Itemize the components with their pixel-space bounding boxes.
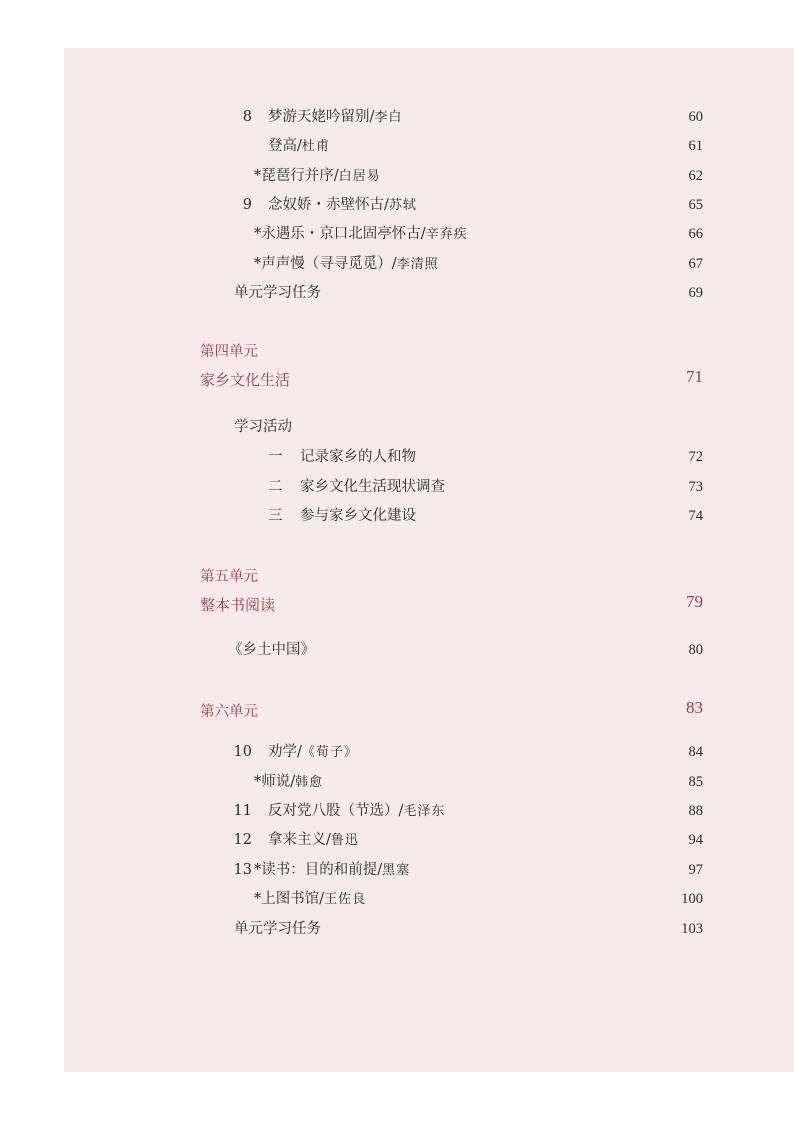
lesson-number: 10	[233, 744, 252, 760]
page-number: 94	[688, 832, 703, 848]
page-number: 85	[688, 774, 703, 790]
entry-title: 单元学习任务	[234, 285, 321, 301]
entry-title: 念奴娇・赤壁怀古/苏轼	[268, 197, 417, 213]
unit-page-number: 71	[686, 367, 703, 386]
book-title: 《乡土中国》	[228, 642, 315, 658]
toc-entry[interactable]	[0, 887, 794, 911]
toc-entry[interactable]	[0, 475, 794, 499]
entry-title: *读书：目的和前提/黑塞	[254, 862, 411, 878]
entry-title: *上图书馆/王佐良	[254, 891, 367, 907]
page-number: 61	[688, 138, 703, 154]
toc-entry[interactable]	[0, 828, 794, 852]
optional-star: *	[254, 774, 262, 790]
lesson-number: 8	[242, 109, 252, 125]
toc-entry[interactable]	[0, 445, 794, 469]
page-number: 62	[688, 168, 703, 184]
page-number: 74	[688, 508, 703, 524]
page-number: 67	[688, 256, 703, 272]
page-number: 60	[688, 109, 703, 125]
page-number: 100	[681, 891, 703, 907]
toc-entry[interactable]	[0, 638, 794, 662]
entry-title: 单元学习任务	[234, 921, 321, 937]
activity-number: 二	[268, 479, 283, 495]
activity-number: 一	[268, 449, 283, 465]
toc-entry[interactable]	[0, 504, 794, 528]
toc-entry[interactable]	[0, 281, 794, 305]
activity-heading: 学习活动	[234, 419, 292, 435]
toc-entry[interactable]	[0, 105, 794, 129]
unit-label: 第四单元	[200, 344, 258, 360]
toc-entry[interactable]	[0, 799, 794, 823]
page-number: 84	[688, 744, 703, 760]
entry-title: 参与家乡文化建设	[300, 508, 416, 524]
unit-label[interactable]: 第六单元	[200, 704, 258, 720]
lesson-number: 12	[233, 832, 252, 848]
toc-entry[interactable]	[0, 193, 794, 217]
entry-title: *永遇乐・京口北固亭怀古/辛弃疾	[254, 226, 468, 242]
page-number: 69	[688, 285, 703, 301]
entry-title: 记录家乡的人和物	[300, 449, 416, 465]
entry-title: 家乡文化生活现状调查	[300, 479, 445, 495]
page-number: 66	[688, 226, 703, 242]
unit-page-number: 79	[686, 592, 703, 611]
optional-star: *	[254, 226, 262, 242]
toc-entry[interactable]	[0, 917, 794, 941]
entry-title: *琵琶行并序/白居易	[254, 168, 381, 184]
toc-entry[interactable]	[0, 740, 794, 764]
page-number: 65	[688, 197, 703, 213]
optional-star: *	[254, 256, 262, 272]
toc-entry[interactable]	[0, 164, 794, 188]
entry-title: 梦游天姥吟留别/李白	[268, 109, 403, 125]
activity-number: 三	[268, 508, 283, 524]
toc-entry[interactable]	[0, 134, 794, 158]
toc-entry[interactable]	[0, 770, 794, 794]
optional-star: *	[254, 168, 262, 184]
page-number: 72	[688, 449, 703, 465]
entry-title: 反对党八股（节选）/毛泽东	[268, 803, 446, 819]
toc-entry[interactable]	[0, 222, 794, 246]
unit-title[interactable]: 家乡文化生活	[200, 371, 291, 389]
page-number: 80	[688, 642, 703, 658]
entry-title: *声声慢（寻寻觅觅）/李清照	[254, 256, 439, 272]
unit-title[interactable]: 整本书阅读	[200, 596, 276, 614]
optional-star: *	[254, 891, 262, 907]
unit-label: 第五单元	[200, 569, 258, 585]
entry-title: *师说/韩愈	[254, 774, 324, 790]
page-number: 97	[688, 862, 703, 878]
lesson-number: 13	[233, 862, 252, 878]
lesson-number: 9	[242, 197, 252, 213]
toc-entry[interactable]	[0, 252, 794, 276]
entry-title: 登高/杜甫	[268, 138, 330, 154]
lesson-number: 11	[233, 803, 252, 819]
entry-title: 劝学/《荀子》	[268, 744, 358, 760]
page-number: 103	[681, 921, 703, 937]
optional-star: *	[254, 862, 262, 878]
page-number: 73	[688, 479, 703, 495]
page-number: 88	[688, 803, 703, 819]
entry-title: 拿来主义/鲁迅	[268, 832, 359, 848]
toc-entry[interactable]	[0, 858, 794, 882]
unit-page-number: 83	[686, 698, 703, 717]
